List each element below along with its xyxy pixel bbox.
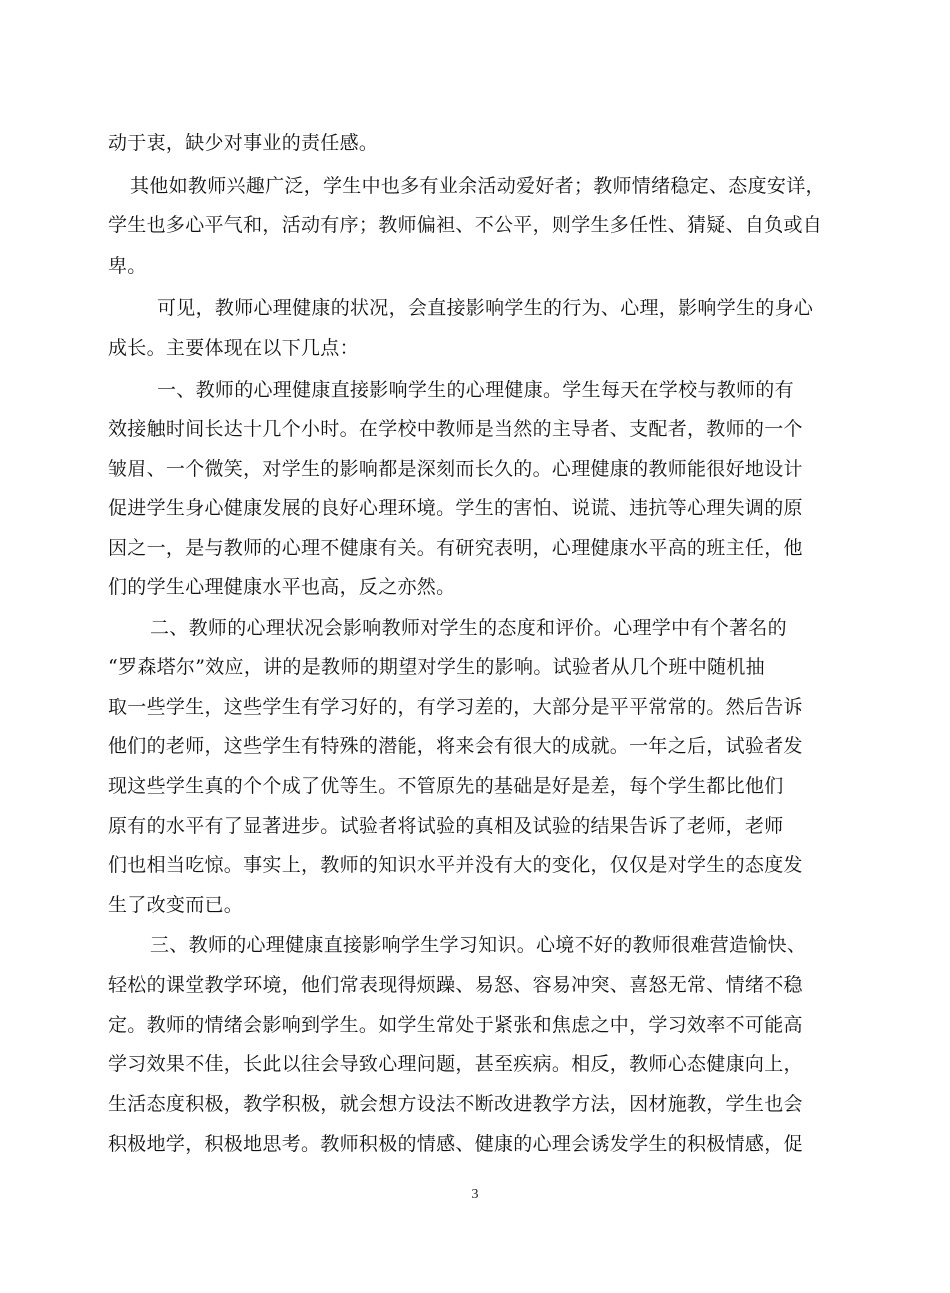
text-line: 们的学生心理健康水平也高，反之亦然。	[108, 576, 456, 598]
text-line: 学生也多心平气和，活动有序；教师偏袒、不公平，则学生多任性、猜疑、自负或自	[108, 214, 823, 236]
page-number: 3	[471, 1187, 479, 1202]
text-line: 二、教师的心理状况会影响教师对学生的态度和评价。心理学中有个著名的	[150, 617, 787, 639]
text-line: 轻松的课堂教学环境，他们常表现得烦躁、易怒、容易冲突、喜怒无常、情绪不稳	[108, 974, 803, 996]
text-line: 可见，教师心理健康的状况，会直接影响学生的行为、心理，影响学生的身心	[157, 297, 814, 319]
text-line: 取一些学生，这些学生有学习好的，有学习差的，大部分是平平常常的。然后告诉	[108, 696, 803, 718]
text-line: 积极地学，积极地思考。教师积极的情感、健康的心理会诱发学生的积极情感，促	[108, 1133, 803, 1155]
text-line: 原有的水平有了显著进步。试验者将试验的真相及试验的结果告诉了老师，老师	[108, 815, 784, 837]
text-line: 一、教师的心理健康直接影响学生的心理健康。学生每天在学校与教师的有	[157, 379, 794, 401]
text-line: “罗森塔尔”效应，讲的是教师的期望对学生的影响。试验者从几个班中随机抽	[108, 656, 765, 678]
text-line: 生活态度积极，教学积极，就会想方设法不断改进教学方法，因材施教，学生也会	[108, 1093, 803, 1115]
text-line: 生了改变而已。	[108, 894, 244, 916]
text-line: 效接触时间长达十几个小时。在学校中教师是当然的主导者、支配者，教师的一个	[108, 418, 803, 440]
text-line: 学习效果不佳，长此以往会导致心理问题，甚至疾病。相反，教师心态健康向上，	[108, 1053, 803, 1075]
text-line: 现这些学生真的个个成了优等生。不管原先的基础是好是差，每个学生都比他们	[108, 775, 784, 797]
text-line: 其他如教师兴趣广泛，学生中也多有业余活动爱好者；教师情绪稳定、态度安详，	[130, 175, 825, 197]
text-line: 定。教师的情绪会影响到学生。如学生常处于紧张和焦虑之中，学习效率不可能高	[108, 1014, 803, 1036]
text-line: 促进学生身心健康发展的良好心理环境。学生的害怕、说谎、违抗等心理失调的原	[108, 497, 803, 519]
text-line: 们也相当吃惊。事实上，教师的知识水平并没有大的变化，仅仅是对学生的态度发	[108, 854, 803, 876]
text-line: 皱眉、一个微笑，对学生的影响都是深刻而长久的。心理健康的教师能很好地设计	[108, 458, 803, 480]
text-line: 卑。	[108, 255, 147, 277]
text-line: 三、教师的心理健康直接影响学生学习知识。心境不好的教师很难营造愉快、	[150, 934, 807, 956]
text-line: 动于衷，缺少对事业的责任感。	[108, 132, 379, 154]
text-line: 因之一，是与教师的心理不健康有关。有研究表明，心理健康水平高的班主任，他	[108, 537, 803, 559]
text-line: 成长。主要体现在以下几点：	[108, 337, 359, 359]
text-line: 他们的老师，这些学生有特殊的潜能，将来会有很大的成就。一年之后，试验者发	[108, 735, 803, 757]
